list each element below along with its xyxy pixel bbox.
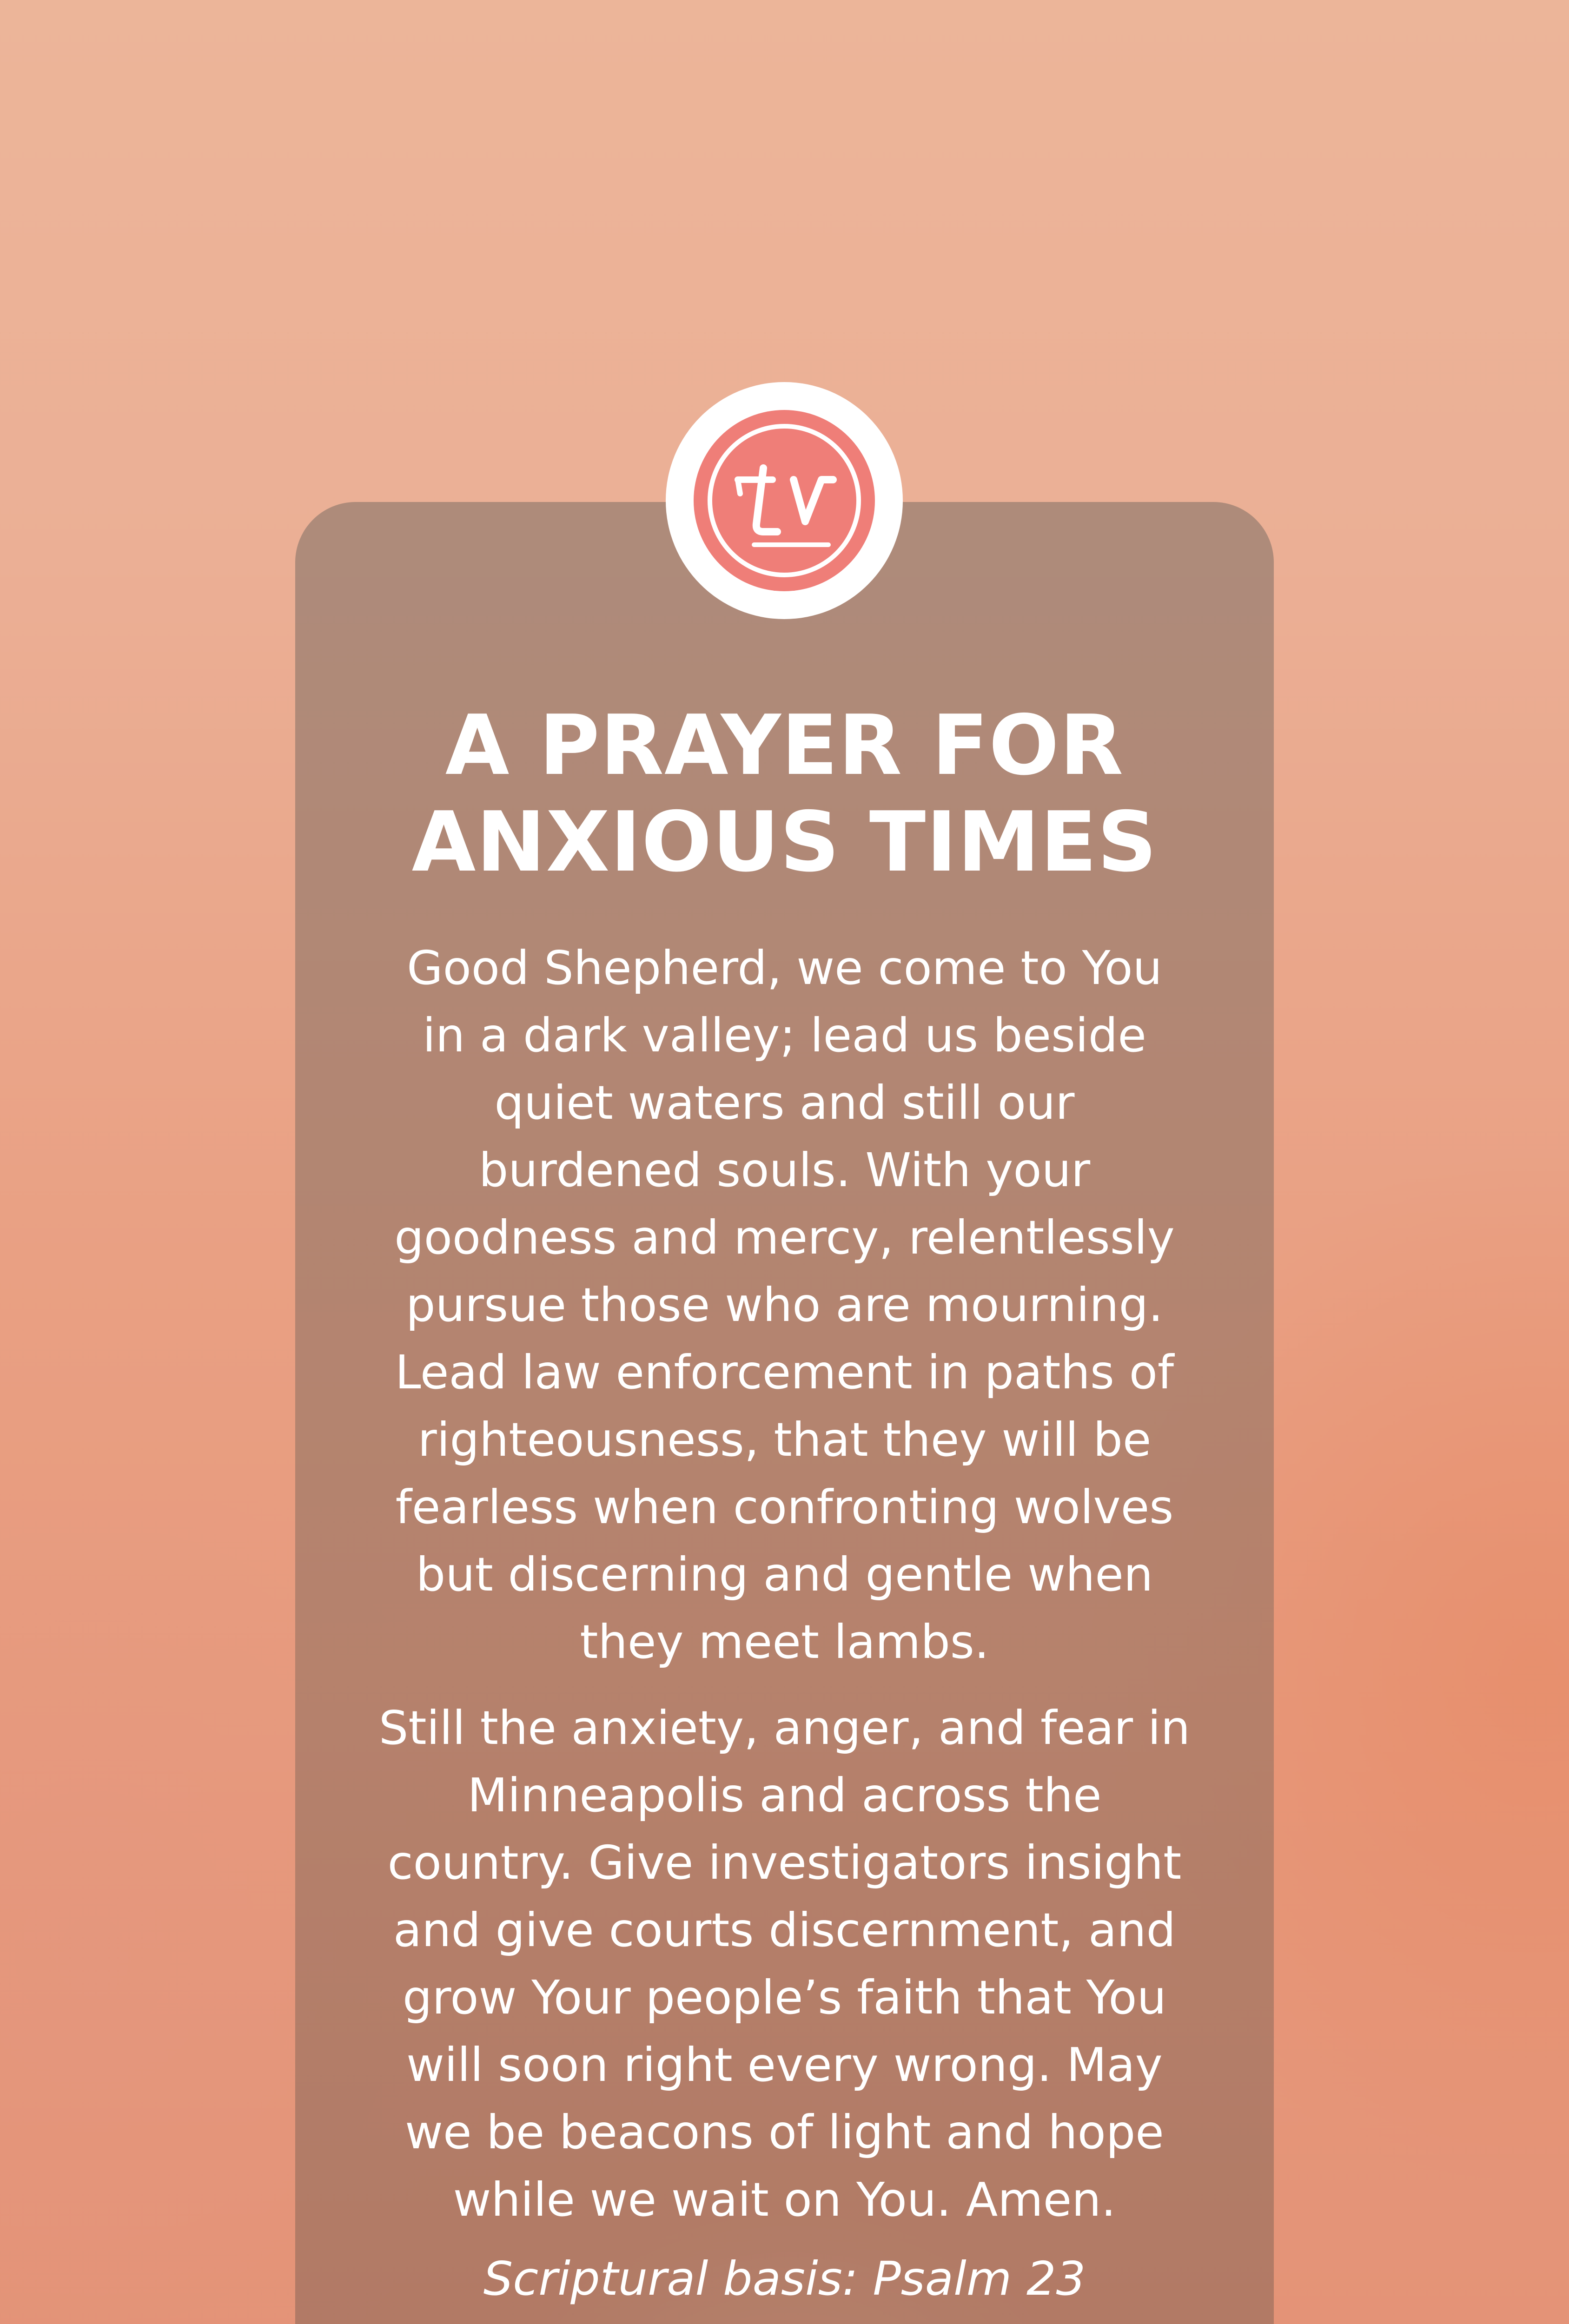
text-line: righteousness, that they will be bbox=[417, 1413, 1152, 1467]
text-line: will soon right every wrong. May bbox=[406, 2038, 1163, 2092]
text-line: we be beacons of light and hope bbox=[405, 2105, 1164, 2159]
text-line: country. Give investigators insight bbox=[387, 1835, 1182, 1890]
title-line: ANXIOUS TIMES bbox=[411, 794, 1158, 890]
prayer-paragraph-2 bbox=[353, 1694, 1216, 2233]
text-line: Good Shepherd, we come to You bbox=[407, 941, 1162, 995]
page-title bbox=[295, 697, 1274, 891]
text-line: quiet waters and still our bbox=[494, 1076, 1075, 1130]
text-line: fearless when confronting wolves bbox=[395, 1480, 1174, 1534]
prayer-paragraph-1 bbox=[353, 934, 1216, 1676]
text-line: but discerning and gentle when bbox=[416, 1547, 1153, 1602]
text-line: Lead law enforcement in paths of bbox=[395, 1345, 1174, 1400]
text-line: Still the anxiety, anger, and fear in bbox=[378, 1701, 1191, 1755]
text-line: burdened souls. With your bbox=[478, 1143, 1091, 1197]
text-line: while we wait on You. Amen. bbox=[453, 2172, 1116, 2227]
text-line: in a dark valley; lead us beside bbox=[423, 1008, 1146, 1063]
text-line: and give courts discernment, and bbox=[393, 1903, 1176, 1957]
text-line: pursue those who are mourning. bbox=[406, 1278, 1163, 1332]
text-line: grow Your people’s faith that You bbox=[403, 1970, 1166, 2025]
text-line: goodness and mercy, relentlessly bbox=[394, 1210, 1175, 1265]
tv-monogram-logo-icon bbox=[694, 410, 875, 591]
text-line: they meet lambs. bbox=[580, 1615, 989, 1669]
title-line: A PRAYER FOR bbox=[445, 697, 1124, 793]
text-line: Minneapolis and across the bbox=[467, 1768, 1102, 1822]
scripture-reference: Scriptural basis: Psalm 23 bbox=[483, 2251, 1086, 2306]
logo-disc bbox=[694, 410, 875, 591]
logo-badge bbox=[666, 382, 903, 619]
